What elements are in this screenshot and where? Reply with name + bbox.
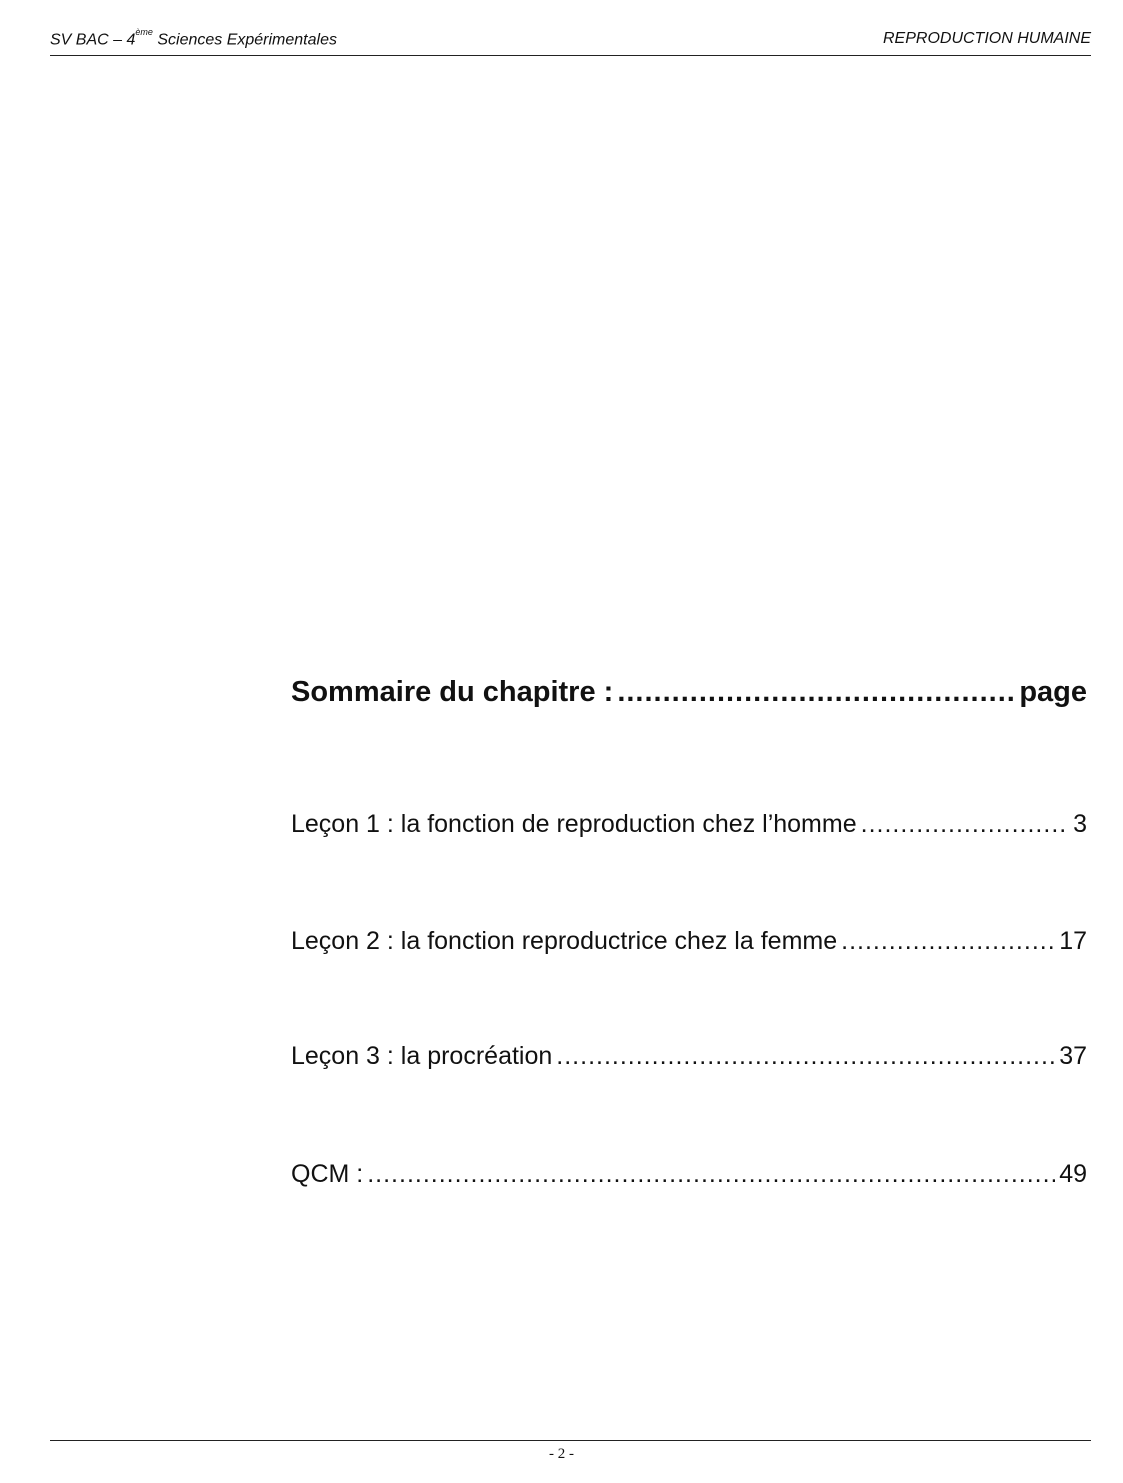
header-course-suffix: Sciences Expérimentales bbox=[152, 31, 337, 49]
toc-entry-page: 3 bbox=[1073, 810, 1087, 838]
toc-entry-leader bbox=[556, 1042, 1055, 1071]
toc-entry[interactable] bbox=[291, 810, 1087, 839]
toc-entry-page: 37 bbox=[1059, 1042, 1087, 1070]
toc-entry-page: 17 bbox=[1059, 927, 1087, 955]
header-rule bbox=[50, 55, 1091, 56]
toc-title-leader bbox=[617, 676, 1015, 709]
page-header bbox=[50, 27, 1091, 54]
toc-entry-leader bbox=[367, 1160, 1055, 1189]
toc-entry-label: Leçon 2 : la fonction reproductrice chez la femme bbox=[291, 927, 838, 955]
toc-entry-page: 49 bbox=[1059, 1160, 1087, 1188]
toc-title: Sommaire du chapitre : bbox=[291, 676, 614, 708]
header-chapter: REPRODUCTION HUMAINE bbox=[882, 30, 1091, 47]
footer-rule bbox=[50, 1440, 1091, 1441]
page-number: - 2 - bbox=[549, 1446, 574, 1462]
toc-entry[interactable] bbox=[291, 1160, 1087, 1189]
toc-entry-label: Leçon 3 : la procréation bbox=[291, 1042, 553, 1070]
toc-title-row bbox=[291, 676, 1087, 709]
header-course-sup: ème bbox=[135, 27, 153, 37]
toc-entry[interactable] bbox=[291, 927, 1087, 956]
toc-entry[interactable] bbox=[291, 1042, 1087, 1071]
toc-entry-label: Leçon 1 : la fonction de reproduction chez l’homme bbox=[291, 810, 857, 838]
toc-entry-leader bbox=[841, 927, 1055, 956]
header-course bbox=[50, 27, 337, 49]
toc-entry-leader bbox=[861, 810, 1069, 839]
table-of-contents bbox=[291, 676, 1087, 1188]
header-course-prefix: SV BAC – 4 bbox=[50, 31, 136, 49]
toc-entry-label: QCM : bbox=[291, 1160, 364, 1188]
toc-title-page: page bbox=[1019, 676, 1087, 708]
